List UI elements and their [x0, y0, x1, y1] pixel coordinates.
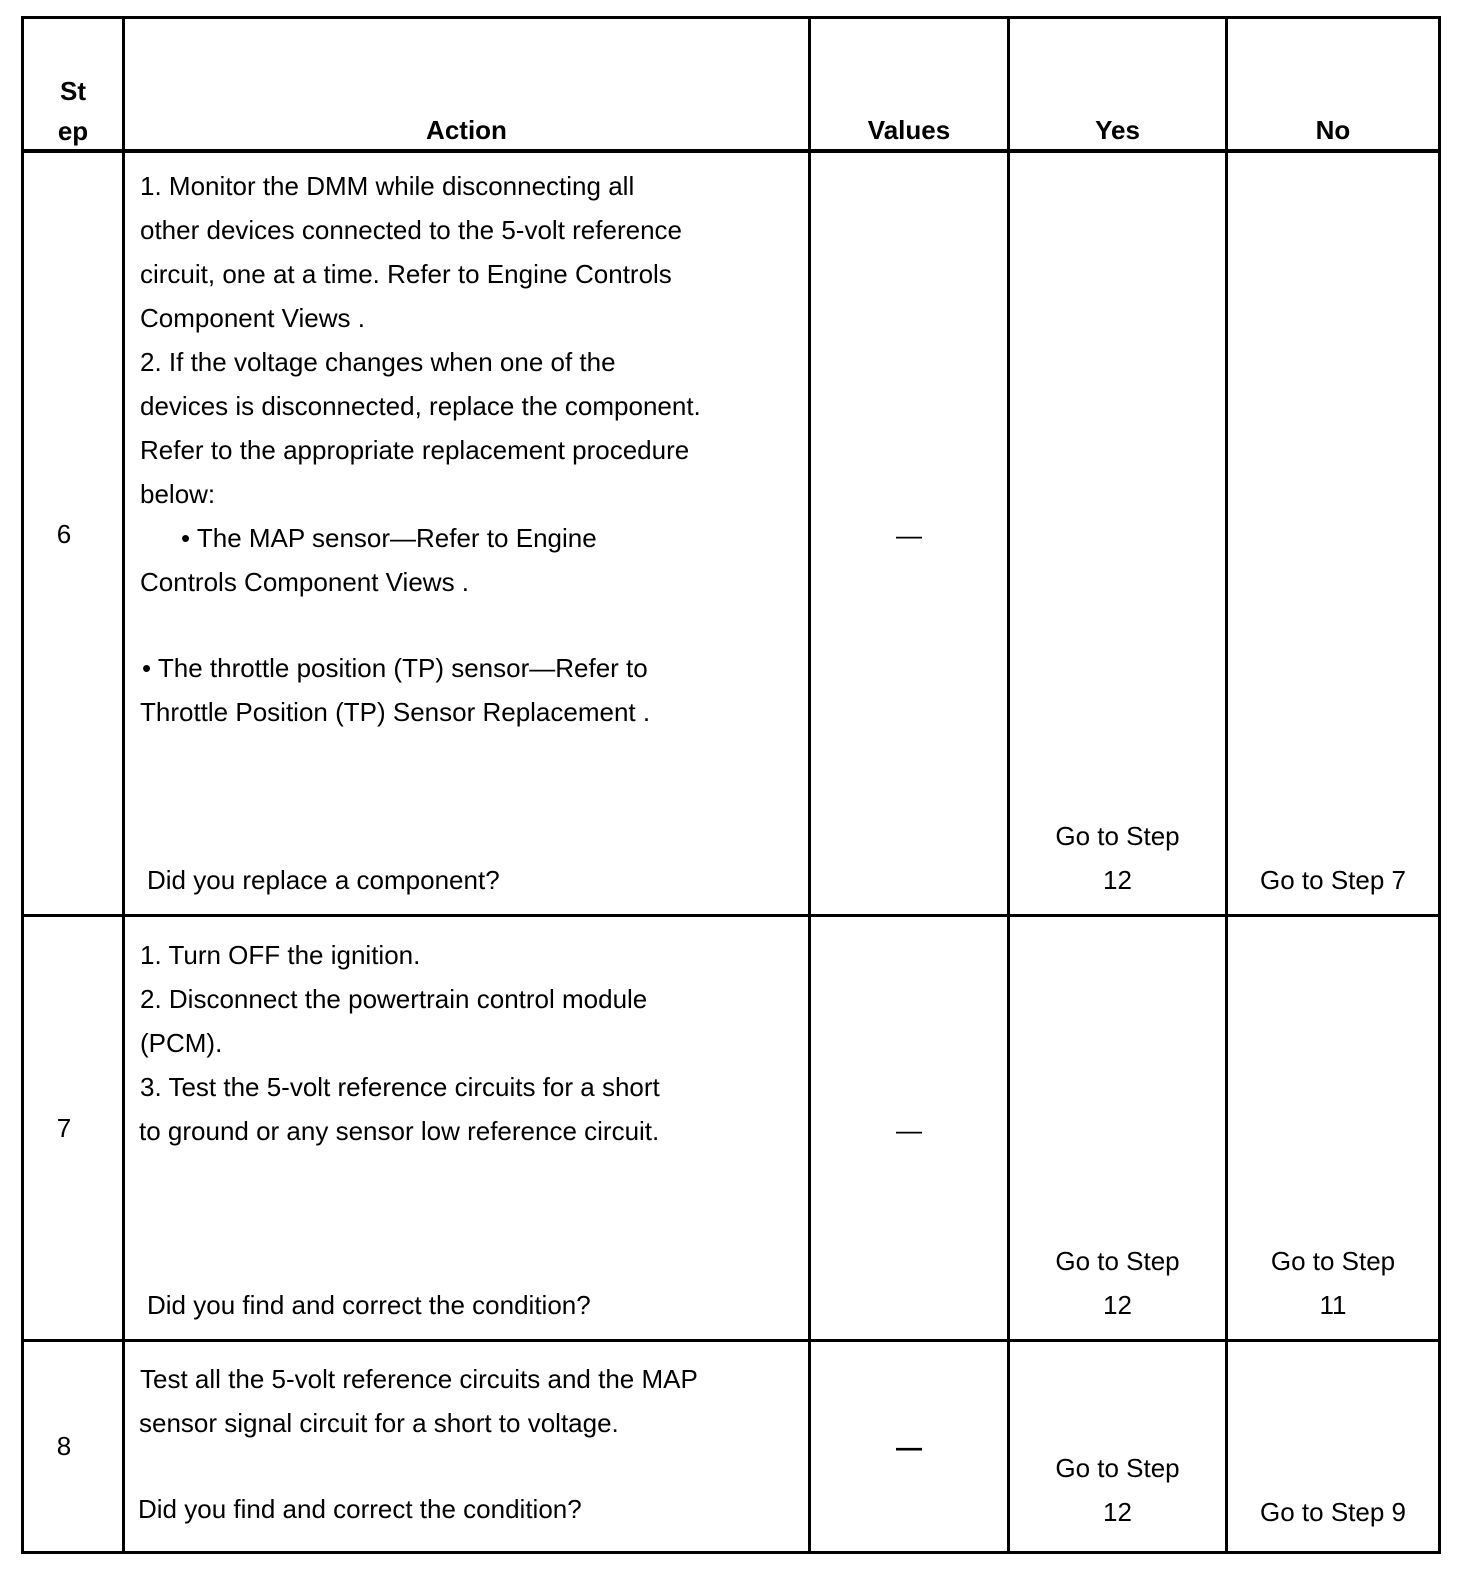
row-6-action-line: • The MAP sensor—Refer to Engine [181, 523, 597, 553]
row-7-step: 7 [56, 1113, 72, 1143]
diagnostic-table [21, 16, 1441, 1554]
row-6-question: Did you replace a component? [147, 865, 500, 895]
row-6-no: Go to Step 7 [1260, 865, 1406, 895]
header-yes: Yes [1095, 115, 1140, 145]
row-8-no: Go to Step 9 [1260, 1497, 1406, 1527]
row-7-action-line: to ground or any sensor low reference circuit. [139, 1116, 660, 1146]
row-7-yes-line2: 12 [1103, 1290, 1132, 1320]
header-values: Values [867, 115, 951, 145]
row-divider-6-7 [21, 914, 1441, 917]
table-border-bottom [21, 1551, 1441, 1554]
table-border-top [21, 16, 1441, 19]
row-6-action-line: Refer to the appropriate replacement procedure [140, 435, 690, 465]
table-border-right [1438, 16, 1441, 1554]
row-8-yes-line1: Go to Step [1055, 1453, 1180, 1483]
header-step-line2: ep [57, 116, 89, 146]
row-6-action-line: Throttle Position (TP) Sensor Replacement . [140, 697, 651, 727]
row-6-action-line: devices is disconnected, replace the component. [140, 391, 701, 421]
row-6-action-line: below: [140, 479, 216, 509]
row-7-no-line1: Go to Step [1270, 1246, 1396, 1276]
row-6-action-line: 2. If the voltage changes when one of the [140, 347, 616, 377]
row-7-question: Did you find and correct the condition? [147, 1290, 591, 1320]
col-divider-step [122, 16, 125, 1554]
row-7-action-line: 2. Disconnect the powertrain control module [140, 984, 648, 1014]
row-7-action-line: 1. Turn OFF the ignition. [140, 940, 421, 970]
header-no: No [1315, 115, 1351, 145]
row-8-yes-line2: 12 [1103, 1497, 1132, 1527]
row-8-step: 8 [56, 1431, 72, 1461]
row-6-yes-line1: Go to Step [1055, 821, 1180, 851]
row-8-action-line: sensor signal circuit for a short to voltage. [139, 1408, 619, 1438]
row-8-action-line: Test all the 5-volt reference circuits and the MAP [140, 1364, 698, 1394]
row-7-yes-line1: Go to Step [1055, 1246, 1180, 1276]
row-6-step: 6 [56, 519, 72, 549]
row-6-yes-line2: 12 [1103, 865, 1132, 895]
row-6-action-line: 1. Monitor the DMM while disconnecting all [140, 171, 635, 201]
row-6-action-line: other devices connected to the 5-volt reference [140, 215, 682, 245]
header-step-line1: St [60, 76, 86, 106]
row-6-values: — [896, 520, 922, 550]
col-divider-action [808, 16, 811, 1554]
row-divider-7-8 [21, 1339, 1441, 1342]
table-border-left [21, 16, 24, 1554]
row-6-action-line: circuit, one at a time. Refer to Engine Controls [140, 259, 672, 289]
row-7-action-line: 3. Test the 5-volt reference circuits for a short [140, 1072, 660, 1102]
row-8-values: — [896, 1432, 922, 1462]
row-8-question: Did you find and correct the condition? [138, 1494, 582, 1524]
header-step [24, 71, 122, 151]
row-6-action-line: Controls Component Views . [140, 567, 470, 597]
row-6-action-line: Component Views . [140, 303, 365, 333]
row-6-action-line: • The throttle position (TP) sensor—Refer to [142, 653, 648, 683]
header-action: Action [426, 115, 507, 145]
row-7-action-line: (PCM). [140, 1028, 223, 1058]
row-7-no-line2: 11 [1319, 1290, 1347, 1320]
row-7-values: — [896, 1115, 922, 1145]
